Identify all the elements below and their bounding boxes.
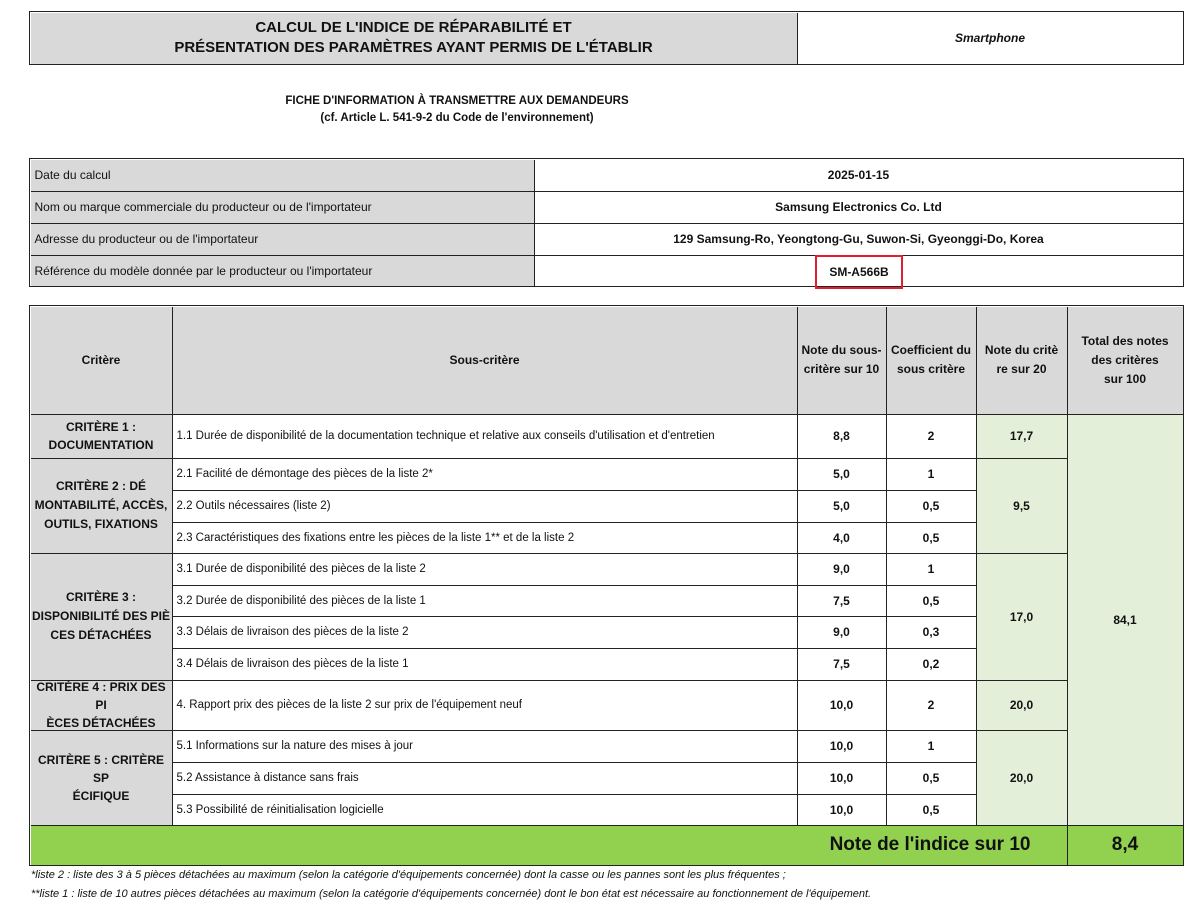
- table-row-note: 7,5: [798, 586, 887, 617]
- col-header-critere: Critère: [31, 307, 173, 415]
- criterion-2-line-1: CRITÈRE 2 : DÉ: [55, 479, 146, 493]
- info-label-date: Date du calcul: [31, 160, 535, 192]
- model-reference-highlight: SM-A566B: [815, 255, 903, 289]
- table-row-label: 1.1 Durée de disponibilité de la documentation technique et relative aux conseils d'utilisation et d'entretien: [173, 415, 798, 459]
- table-row-note: 5,0: [798, 459, 887, 491]
- info-value-producer: Samsung Electronics Co. Ltd: [535, 192, 1183, 224]
- criterion-3-line-2: DISPONIBILITÉ DES PIÈ: [31, 609, 171, 623]
- footnote-2: **liste 1 : liste de 10 autres pièces détachées au maximum (selon la catégorie d'équipements concernée) dont le bon état est nécessaire au fonctionnement de l'équipement.: [31, 888, 872, 900]
- col-header-note-sous-critere: [798, 307, 887, 415]
- info-label-model: Référence du modèle donnée par le producteur ou l'importateur: [31, 256, 535, 286]
- col-header-note-sous-critere-l2: critère sur 10: [803, 362, 880, 376]
- criterion-2-note: 9,5: [977, 459, 1068, 554]
- col-header-coefficient-l2: sous critère: [896, 362, 966, 376]
- table-row-label: 5.3 Possibilité de réinitialisation logicielle: [173, 795, 798, 826]
- table-row-label: 3.2 Durée de disponibilité des pièces de la liste 1: [173, 586, 798, 617]
- table-row-note: 10,0: [798, 681, 887, 731]
- table-row-label: 5.2 Assistance à distance sans frais: [173, 763, 798, 795]
- index-label: Note de l'indice sur 10: [31, 826, 1068, 865]
- table-row-note: 9,0: [798, 617, 887, 649]
- info-label-address: Adresse du producteur ou de l'importateur: [31, 224, 535, 256]
- category-label: Smartphone: [954, 31, 1025, 45]
- fiche-title: [200, 92, 714, 128]
- title-line-1: CALCUL DE L'INDICE DE RÉPARABILITÉ ET: [255, 19, 572, 36]
- index-value: 8,4: [1068, 826, 1183, 865]
- page-title: [31, 13, 798, 64]
- col-header-total-l1: Total des notes: [1081, 333, 1169, 348]
- table-row-coef: 1: [887, 554, 977, 586]
- table-row-note: 9,0: [798, 554, 887, 586]
- table-row-coef: 0,2: [887, 649, 977, 681]
- title-line-2: PRÉSENTATION DES PARAMÈTRES AYANT PERMIS DE L'ÉTABLIR: [174, 39, 653, 56]
- criterion-5-line-1: CRITÈRE 5 : CRITÈRE SP: [37, 752, 164, 785]
- table-row-coef: 1: [887, 731, 977, 763]
- info-value-address: 129 Samsung-Ro, Yeongtong-Gu, Suwon-Si, Gyeonggi-Do, Korea: [535, 224, 1183, 256]
- criterion-2-line-3: OUTILS, FIXATIONS: [44, 517, 158, 531]
- criterion-5: [31, 731, 173, 826]
- criterion-1-note: 17,7: [977, 415, 1068, 459]
- col-header-total: [1068, 307, 1183, 415]
- col-header-note-sous-critere-l1: Note du sous-: [801, 343, 882, 357]
- table-row-note: 4,0: [798, 523, 887, 554]
- table-row-coef: 0,5: [887, 795, 977, 826]
- col-header-total-l2: des critères: [1091, 352, 1159, 367]
- table-row-note: 8,8: [798, 415, 887, 459]
- table-row-note: 10,0: [798, 763, 887, 795]
- col-header-coefficient: [887, 307, 977, 415]
- table-row-note: 7,5: [798, 649, 887, 681]
- criterion-1-line-2: DOCUMENTATION: [48, 438, 154, 452]
- criterion-5-line-2: ÉCIFIQUE: [72, 788, 130, 803]
- footnote-1: *liste 2 : liste des 3 à 5 pièces détachées au maximum (selon la catégorie d'équipements concernée) dont la casse ou les pannes sont les plus fréquentes ;: [31, 869, 786, 881]
- col-header-note-critere-l1: Note du critè: [984, 343, 1059, 357]
- col-header-total-l3: sur 100: [1103, 371, 1147, 386]
- table-row-label: 2.2 Outils nécessaires (liste 2): [173, 491, 798, 523]
- info-label-producer: Nom ou marque commerciale du producteur ou de l'importateur: [31, 192, 535, 224]
- table-row-coef: 0,5: [887, 763, 977, 795]
- table-row-label: 2.1 Facilité de démontage des pièces de la liste 2*: [173, 459, 798, 491]
- criterion-1-line-1: CRITÈRE 1 :: [65, 420, 136, 434]
- table-row-coef: 0,3: [887, 617, 977, 649]
- criterion-4-line-2: ÈCES DÉTACHÉES: [46, 716, 156, 730]
- criterion-2-line-2: MONTABILITÉ, ACCÈS,: [34, 498, 168, 512]
- criterion-4-line-1: CRITÈRE 4 : PRIX DES PI: [36, 680, 166, 712]
- col-header-note-critere: [977, 307, 1068, 415]
- table-row-coef: 1: [887, 459, 977, 491]
- table-row-coef: 0,5: [887, 586, 977, 617]
- table-row-label: 5.1 Informations sur la nature des mises à jour: [173, 731, 798, 763]
- criterion-5-note: 20,0: [977, 731, 1068, 826]
- fiche-line-1: FICHE D'INFORMATION À TRANSMETTRE AUX DEMANDEURS: [285, 95, 629, 107]
- table-row-label: 3.4 Délais de livraison des pièces de la liste 1: [173, 649, 798, 681]
- criterion-3: [31, 554, 173, 681]
- table-row-coef: 2: [887, 681, 977, 731]
- table-row-label: 2.3 Caractéristiques des fixations entre les pièces de la liste 1** et de la liste 2: [173, 523, 798, 554]
- col-header-note-critere-l2: re sur 20: [996, 362, 1047, 376]
- table-row-label: 3.1 Durée de disponibilité des pièces de la liste 2: [173, 554, 798, 586]
- table-row-coef: 2: [887, 415, 977, 459]
- criterion-3-line-3: CES DÉTACHÉES: [50, 628, 152, 642]
- criterion-1: [31, 415, 173, 459]
- table-row-note: 10,0: [798, 731, 887, 763]
- table-row-coef: 0,5: [887, 523, 977, 554]
- total-score: 84,1: [1068, 415, 1183, 826]
- criterion-4-note: 20,0: [977, 681, 1068, 731]
- fiche-line-2: (cf. Article L. 541-9-2 du Code de l'environnement): [320, 112, 594, 124]
- table-row-label: 4. Rapport prix des pièces de la liste 2 sur prix de l'équipement neuf: [173, 681, 798, 731]
- table-row-label: 3.3 Délais de livraison des pièces de la liste 2: [173, 617, 798, 649]
- col-header-sous-critere: Sous-critère: [173, 307, 798, 415]
- col-header-coefficient-l1: Coefficient du: [891, 343, 971, 357]
- table-row-note: 10,0: [798, 795, 887, 826]
- criterion-3-note: 17,0: [977, 554, 1068, 681]
- table-row-note: 5,0: [798, 491, 887, 523]
- criterion-4: [31, 681, 173, 731]
- table-row-coef: 0,5: [887, 491, 977, 523]
- criterion-2: [31, 459, 173, 554]
- criterion-3-line-1: CRITÈRE 3 :: [65, 590, 136, 604]
- info-value-date: 2025-01-15: [535, 160, 1183, 192]
